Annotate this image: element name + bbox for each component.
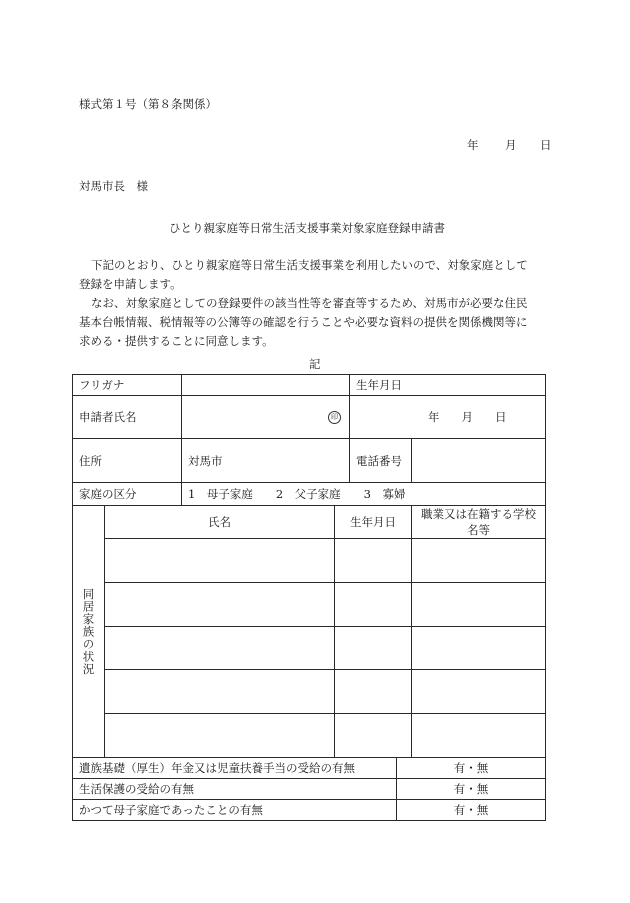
birthdate-label: 生年月日 (350, 375, 546, 396)
birth-month-label: 月 (461, 410, 473, 424)
body-line: 登録を申請します。 (79, 277, 182, 291)
family-status-label: 同居家族の状況 (73, 506, 105, 758)
furigana-label: フリガナ (73, 375, 182, 396)
family-row (73, 539, 546, 583)
applicant-birthdate-field[interactable] (350, 396, 546, 439)
date-day-label: 日 (540, 138, 552, 152)
family-birthdate-cell[interactable] (335, 714, 412, 758)
date-month-label: 月 (505, 138, 517, 152)
household-type-label: 家庭の区分 (73, 483, 182, 506)
family-name-cell[interactable] (105, 627, 335, 670)
family-row (73, 627, 546, 670)
family-birthdate-cell[interactable] (335, 627, 412, 670)
body-paragraph-1 (79, 256, 551, 294)
family-name-cell[interactable] (105, 583, 335, 627)
family-occupation-cell[interactable] (412, 714, 546, 758)
family-name-cell[interactable] (105, 539, 335, 583)
family-occupation-header: 職業又は在籍する学校名等 (412, 506, 546, 539)
date-year-label: 年 (467, 138, 479, 152)
body-line: 基本台帳情報、税情報等の公簿等の確認を行うことや必要な資料の提供を関係機関等に (79, 315, 528, 329)
family-occupation-cell[interactable] (412, 670, 546, 714)
application-form-table (72, 374, 546, 821)
family-occupation-cell[interactable] (412, 583, 546, 627)
family-row (73, 714, 546, 758)
family-occupation-cell[interactable] (412, 539, 546, 583)
body-line: 求める・提供することに同意します。 (79, 334, 274, 348)
family-row (73, 670, 546, 714)
household-type-options[interactable]: 1 母子家庭 2 父子家庭 3 寡婦 (182, 483, 546, 506)
applicant-name-field[interactable] (182, 396, 350, 439)
family-row (73, 583, 546, 627)
family-birthdate-cell[interactable] (335, 670, 412, 714)
family-name-cell[interactable] (105, 670, 335, 714)
addressee: 対馬市長 様 (79, 179, 148, 193)
welfare-yes-no[interactable]: 有・無 (397, 779, 546, 800)
applicant-name-label: 申請者氏名 (73, 396, 182, 439)
form-number: 様式第１号（第８条関係） (79, 97, 217, 111)
family-name-header: 氏名 (105, 506, 335, 539)
birth-year-label: 年 (428, 410, 440, 424)
phone-field[interactable] (412, 439, 546, 483)
pension-yes-no[interactable]: 有・無 (397, 758, 546, 779)
pension-question: 遺族基礎（厚生）年金又は児童扶養手当の受給の有無 (73, 758, 397, 779)
address-field[interactable]: 対馬市 (182, 439, 350, 483)
birth-day-label: 日 (495, 410, 507, 424)
family-birthdate-cell[interactable] (335, 583, 412, 627)
ki-heading: 記 (309, 357, 321, 371)
welfare-question: 生活保護の受給の有無 (73, 779, 397, 800)
former-single-mother-question: かつて母子家庭であったことの有無 (73, 800, 397, 821)
family-birthdate-cell[interactable] (335, 539, 412, 583)
seal-mark: 印 (328, 411, 341, 424)
document-title: ひとり親家庭等日常生活支援事業対象家庭登録申請書 (169, 221, 445, 235)
body-line: なお、対象家庭としての登録要件の該当性等を審査等するため、対馬市が必要な住民 (91, 296, 528, 310)
body-paragraph-2 (79, 294, 551, 351)
family-name-cell[interactable] (105, 714, 335, 758)
phone-label: 電話番号 (350, 439, 412, 483)
address-label: 住所 (73, 439, 182, 483)
family-birthdate-header: 生年月日 (335, 506, 412, 539)
family-occupation-cell[interactable] (412, 627, 546, 670)
furigana-field[interactable] (182, 375, 350, 396)
body-line: 下記のとおり、ひとり親家庭等日常生活支援事業を利用したいので、対象家庭として (91, 258, 528, 272)
former-single-mother-yes-no[interactable]: 有・無 (397, 800, 546, 821)
